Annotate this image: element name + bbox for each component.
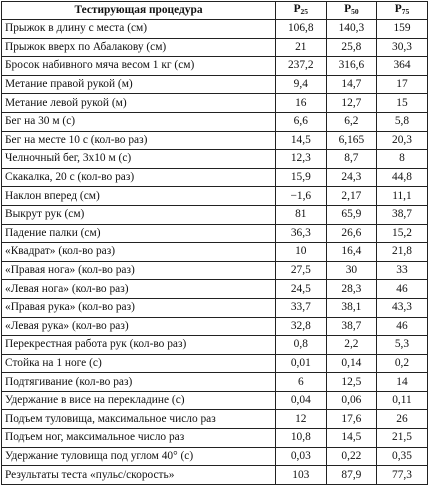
header-p25-sub: 25: [300, 7, 309, 16]
cell-p75: 44,8: [377, 168, 428, 187]
table-row: [2, 20, 428, 39]
cell-p75: 5,8: [377, 112, 428, 131]
header-p75: [377, 2, 428, 20]
table-row: [2, 429, 428, 448]
cell-p50: 38,7: [326, 317, 377, 336]
cell-procedure: Удержание туловища под углом 40° (с): [2, 447, 276, 466]
cell-p75: 0,35: [377, 447, 428, 466]
cell-p25: 6,6: [276, 112, 327, 131]
table-row: [2, 57, 428, 76]
cell-procedure: Подтягивание (кол-во раз): [2, 373, 276, 392]
cell-p50: 38,1: [326, 298, 377, 317]
cell-p25: 21: [276, 38, 327, 57]
cell-p50: 12,5: [326, 373, 377, 392]
table-row: [2, 131, 428, 150]
cell-p50: 0,22: [326, 447, 377, 466]
table-row: [2, 187, 428, 206]
cell-p25: 36,3: [276, 224, 327, 243]
cell-p50: 26,6: [326, 224, 377, 243]
table-row: [2, 150, 428, 169]
table-row: [2, 298, 428, 317]
cell-p50: 16,4: [326, 243, 377, 262]
cell-p25: 15,9: [276, 168, 327, 187]
cell-p50: 12,7: [326, 94, 377, 113]
cell-p75: 38,7: [377, 205, 428, 224]
cell-p50: 0,06: [326, 391, 377, 410]
cell-p50: 25,8: [326, 38, 377, 57]
header-p50: [326, 2, 377, 20]
cell-p50: 24,3: [326, 168, 377, 187]
table-row: [2, 391, 428, 410]
cell-p25: 10: [276, 243, 327, 262]
header-p50-sub: 50: [351, 7, 359, 16]
cell-p75: 46: [377, 317, 428, 336]
cell-p75: 8: [377, 150, 428, 169]
cell-p75: 364: [377, 57, 428, 76]
cell-p25: 0,04: [276, 391, 327, 410]
table-row: [2, 94, 428, 113]
cell-p25: 27,5: [276, 261, 327, 280]
cell-p50: 14,5: [326, 429, 377, 448]
table-row: [2, 38, 428, 57]
cell-p75: 33: [377, 261, 428, 280]
cell-procedure: Подъем туловища, максимальное число раз: [2, 410, 276, 429]
cell-p75: 46: [377, 280, 428, 299]
table-row: [2, 243, 428, 262]
cell-procedure: Бег на месте 10 с (кол-во раз): [2, 131, 276, 150]
table-body: [2, 20, 428, 485]
cell-p75: 14: [377, 373, 428, 392]
cell-procedure: Бег на 30 м (с): [2, 112, 276, 131]
cell-p50: 28,3: [326, 280, 377, 299]
cell-p75: 15: [377, 94, 428, 113]
table-row: [2, 466, 428, 485]
cell-procedure: Челночный бег, 3х10 м (с): [2, 150, 276, 169]
cell-p75: 30,3: [377, 38, 428, 57]
table-row: [2, 280, 428, 299]
cell-procedure: Выкрут рук (см): [2, 205, 276, 224]
table-header-row: [2, 2, 428, 20]
cell-procedure: Стойка на 1 ноге (с): [2, 354, 276, 373]
cell-p25: 24,5: [276, 280, 327, 299]
cell-procedure: Результаты теста «пульс/скорость»: [2, 466, 276, 485]
cell-p75: 43,3: [377, 298, 428, 317]
cell-p25: 14,5: [276, 131, 327, 150]
cell-p25: 32,8: [276, 317, 327, 336]
cell-p75: 5,3: [377, 336, 428, 355]
cell-procedure: Прыжок в длину с места (см): [2, 20, 276, 39]
header-p25: [276, 2, 327, 20]
cell-procedure: Скакалка, 20 с (кол-во раз): [2, 168, 276, 187]
cell-p75: 77,3: [377, 466, 428, 485]
cell-p50: 87,9: [326, 466, 377, 485]
table-row: [2, 354, 428, 373]
cell-procedure: Метание левой рукой (м): [2, 94, 276, 113]
cell-p50: 14,7: [326, 75, 377, 94]
table-row: [2, 317, 428, 336]
cell-p25: 81: [276, 205, 327, 224]
cell-p25: 16: [276, 94, 327, 113]
cell-p25: 0,03: [276, 447, 327, 466]
table-row: [2, 224, 428, 243]
header-procedure: Тестирующая процедура: [2, 2, 276, 20]
cell-procedure: «Левая нога» (кол-во раз): [2, 280, 276, 299]
cell-p25: 9,4: [276, 75, 327, 94]
table-row: [2, 75, 428, 94]
cell-p25: 0,8: [276, 336, 327, 355]
cell-p50: 140,3: [326, 20, 377, 39]
cell-p75: 11,1: [377, 187, 428, 206]
cell-p75: 21,5: [377, 429, 428, 448]
cell-p25: 12,3: [276, 150, 327, 169]
cell-procedure: Перекрестная работа рук (кол-во раз): [2, 336, 276, 355]
table-row: [2, 373, 428, 392]
cell-p25: 237,2: [276, 57, 327, 76]
cell-p50: 17,6: [326, 410, 377, 429]
cell-p50: 6,2: [326, 112, 377, 131]
table-row: [2, 261, 428, 280]
cell-p50: 2,2: [326, 336, 377, 355]
cell-procedure: «Левая рука» (кол-во раз): [2, 317, 276, 336]
cell-p50: 30: [326, 261, 377, 280]
cell-procedure: Наклон вперед (см): [2, 187, 276, 206]
cell-p25: −1,6: [276, 187, 327, 206]
cell-p25: 103: [276, 466, 327, 485]
header-p75-main: P: [394, 3, 402, 15]
cell-procedure: Падение палки (см): [2, 224, 276, 243]
cell-p75: 20,3: [377, 131, 428, 150]
header-p75-sub: 75: [401, 7, 410, 16]
cell-procedure: Прыжок вверх по Абалакову (см): [2, 38, 276, 57]
cell-p25: 106,8: [276, 20, 327, 39]
cell-procedure: «Правая нога» (кол-во раз): [2, 261, 276, 280]
cell-p50: 6,165: [326, 131, 377, 150]
table-row: [2, 410, 428, 429]
cell-p75: 21,8: [377, 243, 428, 262]
header-p50-main: P: [344, 3, 352, 15]
cell-p50: 0,14: [326, 354, 377, 373]
table-row: [2, 447, 428, 466]
cell-p50: 316,6: [326, 57, 377, 76]
cell-p25: 12: [276, 410, 327, 429]
cell-p25: 6: [276, 373, 327, 392]
header-p25-main: P: [293, 3, 301, 15]
cell-procedure: Метание правой рукой (м): [2, 75, 276, 94]
table-row: [2, 112, 428, 131]
cell-p75: 0,11: [377, 391, 428, 410]
results-table: [1, 1, 428, 485]
cell-procedure: «Квадрат» (кол-во раз): [2, 243, 276, 262]
cell-p75: 159: [377, 20, 428, 39]
cell-p50: 65,9: [326, 205, 377, 224]
cell-procedure: Подъем ног, максимальное число раз: [2, 429, 276, 448]
cell-procedure: Бросок набивного мяча весом 1 кг (см): [2, 57, 276, 76]
cell-p50: 8,7: [326, 150, 377, 169]
cell-p75: 17: [377, 75, 428, 94]
cell-p25: 0,01: [276, 354, 327, 373]
table-row: [2, 168, 428, 187]
cell-p75: 15,2: [377, 224, 428, 243]
cell-p75: 0,2: [377, 354, 428, 373]
cell-p50: 2,17: [326, 187, 377, 206]
table-row: [2, 205, 428, 224]
table-row: [2, 336, 428, 355]
cell-p75: 26: [377, 410, 428, 429]
cell-procedure: Удержание в висе на перекладине (с): [2, 391, 276, 410]
cell-procedure: «Правая рука» (кол-во раз): [2, 298, 276, 317]
cell-p25: 10,8: [276, 429, 327, 448]
cell-p25: 33,7: [276, 298, 327, 317]
